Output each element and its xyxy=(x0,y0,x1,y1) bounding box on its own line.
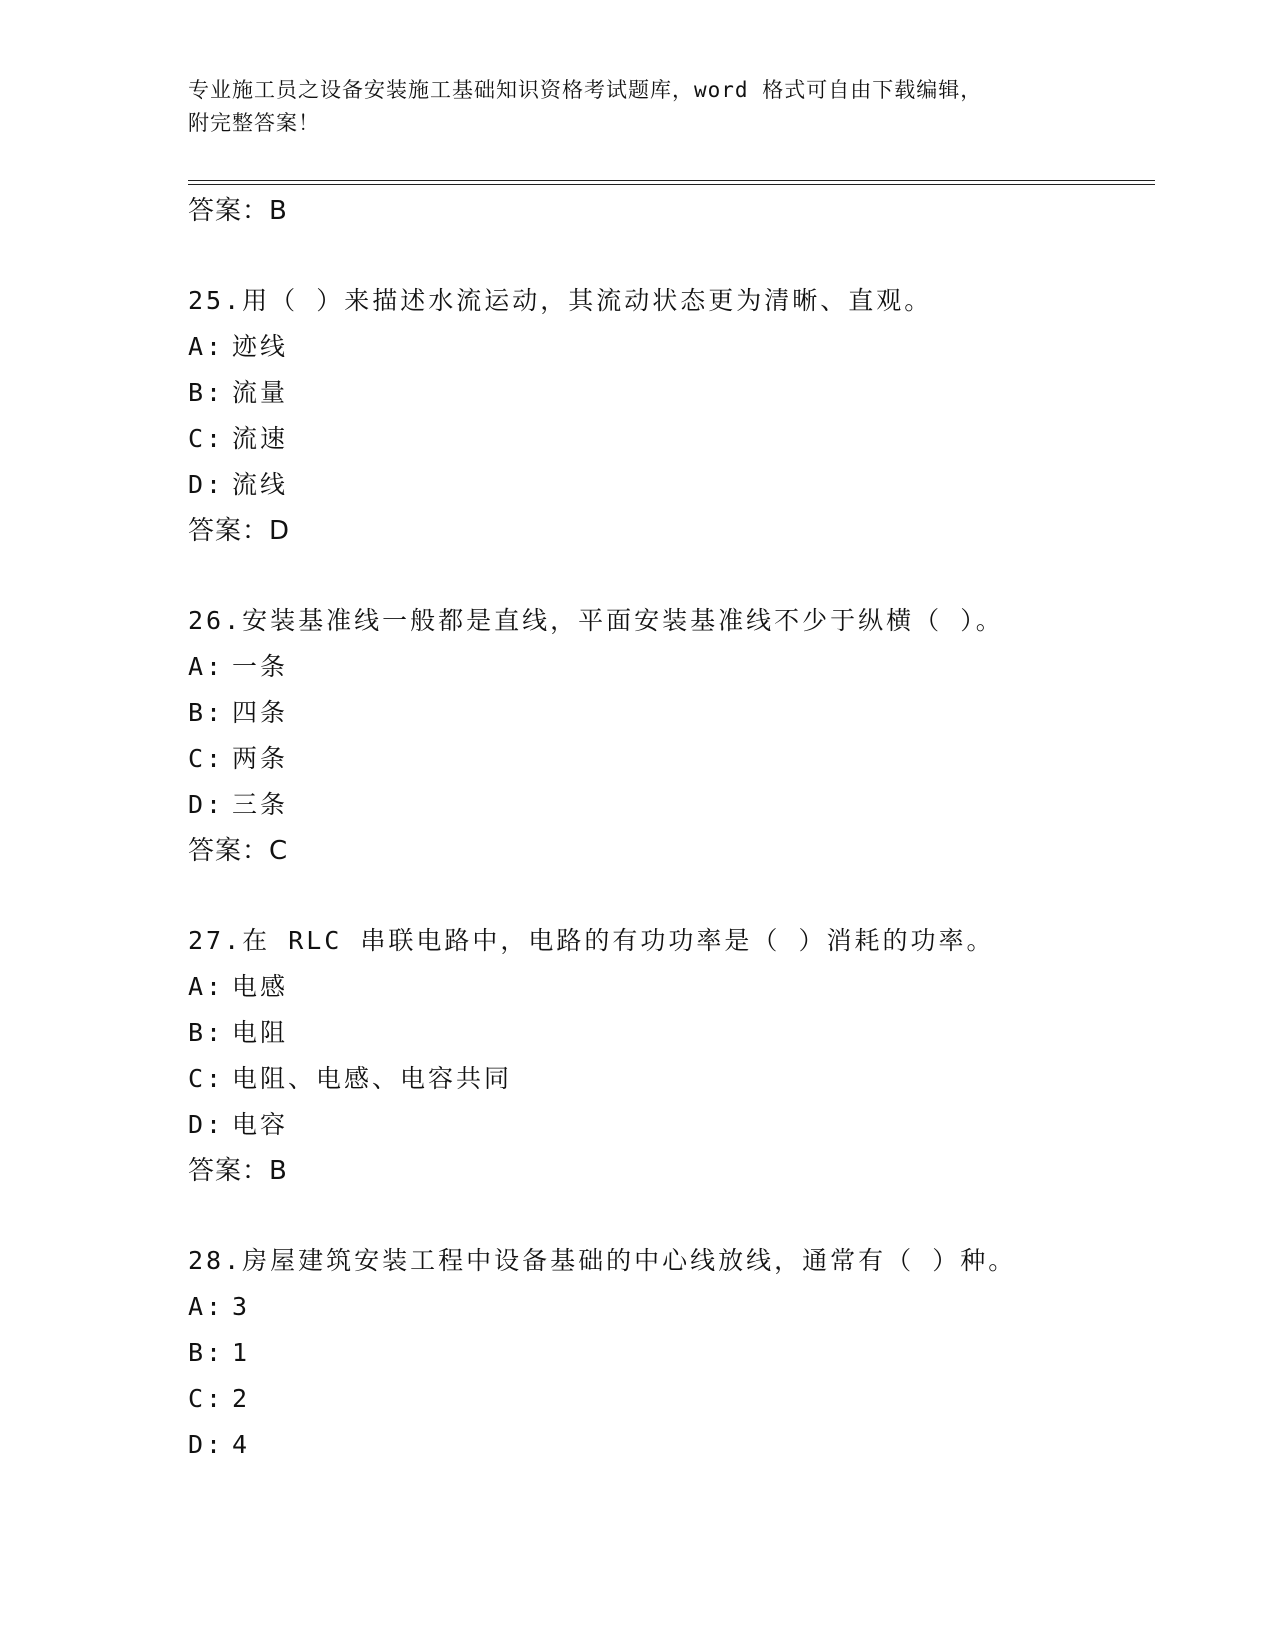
option-b xyxy=(188,1010,1148,1056)
question-block xyxy=(188,278,1148,554)
previous-answer: 答案：B xyxy=(188,196,288,226)
option-text: 电阻 xyxy=(232,1018,289,1047)
option-d xyxy=(188,1422,1148,1468)
option-letter: A: xyxy=(188,652,225,681)
option-letter: D: xyxy=(188,1430,225,1459)
option-text: 电阻、电感、电容共同 xyxy=(232,1064,513,1093)
option-text: 3 xyxy=(232,1292,251,1321)
option-c xyxy=(188,1376,1148,1422)
spacer xyxy=(188,1194,1148,1238)
spacer xyxy=(188,234,1148,278)
option-c xyxy=(188,736,1148,782)
option-text: 三条 xyxy=(232,790,289,819)
option-text: 两条 xyxy=(232,744,289,773)
question-stem: 27.在 RLC 串联电路中，电路的有功功率是（ ）消耗的功率。 xyxy=(188,926,995,955)
question-block xyxy=(188,598,1148,874)
option-text: 流速 xyxy=(232,424,289,453)
question-list xyxy=(188,188,1148,1468)
option-a xyxy=(188,964,1148,1010)
option-text: 4 xyxy=(232,1430,251,1459)
option-letter: C: xyxy=(188,1384,225,1413)
question-stem: 26.安装基准线一般都是直线，平面安装基准线不少于纵横（ ）。 xyxy=(188,606,1004,635)
option-letter: D: xyxy=(188,470,225,499)
option-letter: B: xyxy=(188,1338,225,1367)
question-stem: 25.用（ ）来描述水流运动，其流动状态更为清晰、直观。 xyxy=(188,286,933,315)
document-header xyxy=(188,74,1088,140)
option-b xyxy=(188,1330,1148,1376)
option-letter: B: xyxy=(188,378,225,407)
option-text: 电容 xyxy=(232,1110,289,1139)
option-letter: C: xyxy=(188,744,225,773)
answer-line: 答案：D xyxy=(188,516,291,546)
header-line-1: 专业施工员之设备安装施工基础知识资格考试题库，word 格式可自由下载编辑， xyxy=(188,78,983,102)
option-letter: A: xyxy=(188,972,225,1001)
option-d xyxy=(188,462,1148,508)
option-text: 流线 xyxy=(232,470,289,499)
spacer xyxy=(188,874,1148,918)
option-text: 流量 xyxy=(232,378,289,407)
option-letter: D: xyxy=(188,1110,225,1139)
option-text: 1 xyxy=(232,1338,251,1367)
spacer xyxy=(188,554,1148,598)
header-divider-top xyxy=(188,180,1155,181)
option-text: 四条 xyxy=(232,698,289,727)
answer-line: 答案：C xyxy=(188,836,289,866)
option-d xyxy=(188,1102,1148,1148)
question-stem: 28.房屋建筑安装工程中设备基础的中心线放线，通常有（ ）种。 xyxy=(188,1246,1017,1275)
option-letter: B: xyxy=(188,1018,225,1047)
option-a xyxy=(188,1284,1148,1330)
option-letter: D: xyxy=(188,790,225,819)
option-a xyxy=(188,644,1148,690)
option-text: 迹线 xyxy=(232,332,289,361)
option-letter: C: xyxy=(188,424,225,453)
option-c xyxy=(188,416,1148,462)
header-line-2: 附完整答案！ xyxy=(188,111,320,135)
option-text: 电感 xyxy=(232,972,289,1001)
option-b xyxy=(188,370,1148,416)
option-letter: B: xyxy=(188,698,225,727)
option-letter: A: xyxy=(188,1292,225,1321)
question-block xyxy=(188,1238,1148,1468)
option-d xyxy=(188,782,1148,828)
option-letter: A: xyxy=(188,332,225,361)
option-letter: C: xyxy=(188,1064,225,1093)
option-text: 一条 xyxy=(232,652,289,681)
option-c xyxy=(188,1056,1148,1102)
option-a xyxy=(188,324,1148,370)
option-b xyxy=(188,690,1148,736)
option-text: 2 xyxy=(232,1384,251,1413)
question-block xyxy=(188,918,1148,1194)
header-divider-bottom xyxy=(188,184,1155,185)
answer-line: 答案：B xyxy=(188,1156,288,1186)
